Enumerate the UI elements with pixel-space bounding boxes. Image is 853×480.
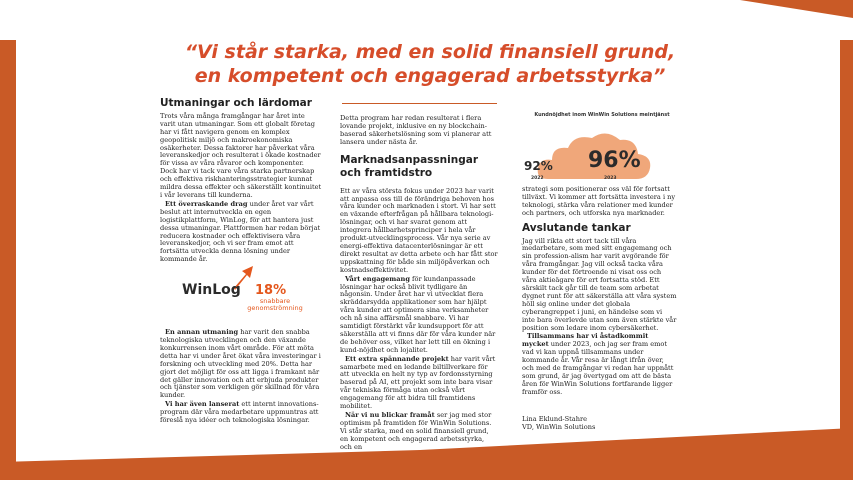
lead-in: Ett extra spännande projekt [345, 354, 449, 363]
paragraph-text: ett internt innovations-program där våra medarbetare uppmuntras att föreslå nya idéer och teknologiska lösningar. [160, 400, 319, 425]
paragraph [160, 401, 322, 425]
paragraph-text: under året var vårt beslut att internutveckla en egen logistikplattform, WinLog, för att hantera just dessa utmaningar. Plattformen har redan börjat reducera kostnader och effektivisera våra leveranskedjor, och vi ser fram emot att fortsätta utveckla denna lösning under kommande år. [160, 199, 321, 264]
lead-in: Ett överraskande drag [165, 199, 248, 208]
lead-in: Vårt engagemang [345, 274, 410, 283]
lead-in: En annan utmaning [165, 328, 239, 337]
pull-quote-line2: en kompetent och engagerad arbetsstyrka” [194, 65, 666, 87]
column-middle [340, 100, 498, 453]
winlog-percent: 18% [255, 283, 287, 298]
paragraph: strategi som positionerar oss väl för fortsatt tillväxt. Vi kommer att fortsätta investera i ny teknologi, stärka våra relationer med kunder och partners, och utforska nya marknader. [522, 185, 676, 217]
paragraph: Ett av våra största fokus under 2023 har varit att anpassa oss till de förändriga behoven hos våra kunder och marknaden i stort. Vi har sett en växande efterfrågan på hållbara teknologi-lösningar, och vi har svarat genom att integrera hållbarhetsprinciper i hela vår produkt-utvecklingsprocess. Vår nya serie av energi-effektiva datacenterlösningar är ett direkt resultat av detta arbete och har fått stor uppskattning för både sin miljöpåverkan och kostnadseffektivitet. [340, 186, 498, 274]
winlog-infographic [178, 262, 318, 322]
satisfaction-value-2023: 96% [588, 148, 641, 173]
winlog-caption [230, 298, 320, 312]
lead-in: Vi har även lanserat [165, 400, 240, 409]
top-right-stripe [740, 0, 853, 18]
heading-market [340, 154, 498, 180]
paragraph: Jag vill rikta ett stort tack till våra medarbetare, som med sitt engagemang och sin profession-alism har varit avgörande för våra framgångar. Jag vill också tacka våra kunder för det förtroende ni visat oss och våra aktieägare för ert fortsatta stöd. Ett särskilt tack går till de team som arbetat dygnet runt för att säkerställa att våra system höll sig online under det globala cyberangreppet i juni, en händelse som vi inte bara överlevde utan som även stärkte vår position som ledare inom cybersäkerhet. [522, 236, 677, 332]
paragraph-text: för kundanpassade lösningar har också blivit tydligare än någonsin. Under året har vi utvecklat flera skräddarsydda applikationer som har hjälpt våra kunder att optimera sina verksamheter och nå sina affärsmål snabbare. Vi har samtidigt förstärkt vår kundsupport för att säkerställa att vi finns där för våra kunder när de behöver oss, vilket har lett till en ökning i kund-nöjdhet och lojalitet. [340, 274, 496, 354]
winlog-caption-line1: snabbare [259, 297, 291, 305]
paragraph [340, 356, 498, 411]
paragraph [522, 333, 677, 396]
paragraph [340, 276, 498, 355]
satisfaction-value-2022: 92% [524, 159, 553, 173]
paragraph-text: har varit den snabba teknologiska utvecklingen och den växande konkurrensen inom vårt område. För att möta detta har vi under året ökat våra investeringar i forskning och utveckling med 20%. Detta har gjort det möjligt för oss att ligga i framkant när det gäller innovation och att erbjuda produkter och tjänster som verkligen gör skillnad för våra kunder. [160, 328, 321, 400]
satisfaction-infographic [522, 112, 682, 192]
signature-name: Lina Eklund-Stahre [522, 414, 588, 423]
right-edge-stripe [840, 40, 853, 440]
heading-market-line2: och framtidstro [340, 166, 433, 179]
satisfaction-year-2022: 2022 [531, 176, 544, 181]
heading-market-line1: Marknadsanpassningar [340, 153, 479, 166]
paragraph-text: ser jag med stor optimism på framtiden för WinWin Solutions. Vi står starka, med en solid finansiell grund, en kompetent och engagerad arbetsstyrka, och en [340, 411, 492, 451]
winlog-brand: WinLog [182, 282, 241, 298]
column-right [522, 186, 677, 431]
heading-closing: Avslutande tankar [522, 221, 631, 234]
pull-quote-line1: “Vi står starka, med en solid finansiell grund, [184, 41, 676, 63]
satisfaction-title: Kundnöjdhet inom WinWin Solutions meintjänst [534, 112, 670, 118]
paragraph [160, 201, 322, 264]
satisfaction-year-2023: 2023 [604, 176, 617, 181]
signature-title: VD, WinWin Solutions [522, 422, 596, 431]
paragraph: Detta program har redan resulterat i flera lovande projekt, inklusive en ny blockchain-baserad säkerhetslösning som vi planerar att lansera under nästa år. [340, 114, 492, 146]
paragraph: Trots våra många framgångar har året inte varit utan utmaningar. Som ett globalt företag har vi fått navigera genom en komplex geopolitisk miljö och makroekonomiska osäkerheter. Dessa faktorer har påverkat våra leveranskedjor och resulterat i ökade kostnader för vissa av våra råvaror och komponenter. Dock har vi tack vare våra starka partnerskap och effektiva riskhanteringsstrategier kunnat mildra dessa effekter och säkerställt kontinuitet i vår leverans till kunderna. [160, 111, 322, 199]
lead-in: Tillsammans har vi åstadkommit mycket [522, 332, 649, 349]
paragraph [340, 412, 498, 452]
lead-in: När vi nu blickar framåt [345, 411, 435, 419]
paragraph [160, 329, 322, 400]
paragraph-text: har varit vårt samarbete med en ledande biltillverkare för att utveckla en helt ny typ av fordonsstyrning baserad på AI, ett projekt som inte bara visar vår tekniska förmåga utan också vårt engagemang för att bidra till framtidens mobilitet. [340, 354, 496, 411]
pull-quote [150, 40, 710, 88]
paragraph-text: under 2023, och jag ser fram emot vad vi kan uppnå tillsammans under kommande år. Vår resa är långt ifrån över, och med de framgångar vi redan har uppnått som grund, är jag övertygad om att de bästa åren för WinWin Solutions fortfarande ligger framför oss. [522, 340, 674, 396]
left-edge-stripe [0, 40, 16, 470]
heading-challenges: Utmaningar och lärdomar [160, 97, 312, 109]
winlog-caption-line2: genomströmning [247, 304, 303, 312]
